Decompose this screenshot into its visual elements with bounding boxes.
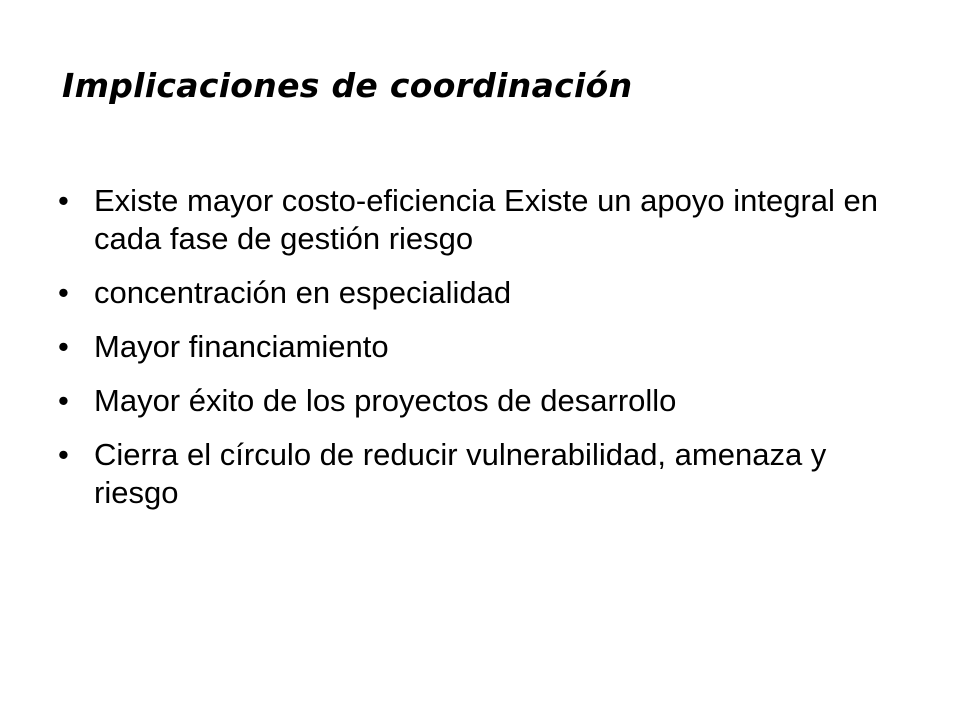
- bullet-icon: •: [58, 183, 69, 218]
- bullet-list: [58, 182, 918, 528]
- bullet-text: Cierra el círculo de reducir vulnerabilidad, amenaza y riesgo: [94, 437, 827, 510]
- slide-title: Implicaciones de coordinación: [62, 66, 633, 105]
- bullet-item-risk-cycle: [58, 436, 918, 512]
- bullet-text: Mayor éxito de los proyectos de desarrollo: [94, 383, 677, 418]
- bullet-item-specialty: [58, 274, 918, 312]
- bullet-icon: •: [58, 383, 69, 418]
- bullet-icon: •: [58, 275, 69, 310]
- bullet-item-financing: [58, 328, 918, 366]
- bullet-text: Existe mayor costo-eficiencia Existe un apoyo integral en cada fase de gestión riesgo: [94, 183, 879, 256]
- bullet-item-cost-efficiency: [58, 182, 918, 258]
- bullet-icon: •: [58, 437, 69, 472]
- bullet-text: concentración en especialidad: [94, 275, 512, 310]
- bullet-text: Mayor financiamiento: [94, 329, 389, 364]
- bullet-icon: •: [58, 329, 69, 364]
- bullet-item-project-success: [58, 382, 918, 420]
